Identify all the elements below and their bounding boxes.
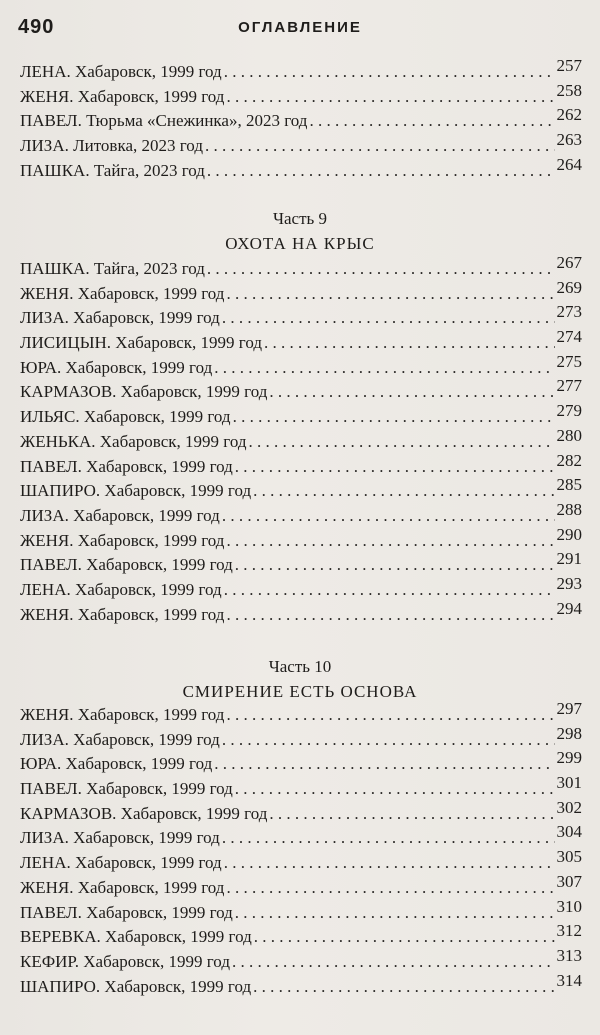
toc-entry-page: 305 — [556, 847, 582, 867]
toc-entry — [20, 773, 582, 804]
toc-dot-leader — [214, 754, 554, 774]
toc-entry — [20, 598, 582, 630]
toc-entry-title: ЖЕНЬКА. Хабаровск, 1999 год — [20, 431, 247, 451]
toc-dot-leader — [224, 853, 555, 873]
toc-dot-leader — [226, 531, 554, 551]
toc-entry-page: 304 — [556, 822, 582, 842]
toc-entry-title: ИЛЬЯС. Хабаровск, 1999 год — [20, 407, 231, 427]
toc-entry — [20, 425, 582, 457]
toc-section-part-10 — [20, 699, 582, 1001]
toc-entry — [20, 475, 582, 506]
toc-dot-leader — [222, 506, 555, 526]
toc-section-part-9 — [20, 253, 582, 629]
toc-entry — [20, 822, 582, 853]
page-number: 490 — [18, 16, 55, 38]
toc-entry — [20, 277, 582, 309]
toc-entry-page: 297 — [556, 699, 582, 718]
toc-dot-leader — [248, 432, 554, 452]
toc-entry-title: ЛИСИЦЫН. Хабаровск, 1999 год — [20, 333, 263, 353]
toc-entry-page: 264 — [556, 154, 582, 174]
running-head — [18, 16, 582, 46]
toc-entry — [20, 450, 582, 482]
toc-dot-leader — [207, 161, 555, 181]
toc-dot-leader — [254, 927, 555, 947]
toc-entry-title: ШАПИРО. Хабаровск, 1999 год — [20, 976, 252, 996]
toc-entry-title: ЛЕНА. Хабаровск, 1999 год — [20, 853, 222, 873]
toc-dot-leader — [222, 828, 555, 848]
toc-dot-leader — [224, 62, 555, 82]
toc-entry-title: ЛИЗА. Хабаровск, 1999 год — [20, 308, 220, 328]
toc-dot-leader — [253, 977, 554, 997]
toc-entry-page: 279 — [556, 401, 582, 421]
toc-dot-leader — [264, 333, 554, 353]
toc-entry-page: 269 — [556, 277, 582, 297]
toc-entry-title: ЛЕНА. Хабаровск, 1999 год — [20, 62, 222, 81]
part-heading-9 — [0, 207, 600, 257]
toc-dot-leader — [269, 804, 554, 824]
toc-entry — [20, 327, 582, 358]
toc-entry-title: ВЕРЕВКА. Хабаровск, 1999 год — [20, 927, 252, 947]
toc-entry — [20, 499, 582, 531]
toc-entry-page: 307 — [556, 871, 582, 891]
toc-entry-page: 314 — [556, 970, 582, 990]
toc-entry-page: 302 — [556, 797, 582, 817]
toc-entry-page: 301 — [556, 773, 582, 793]
toc-entry-title: ЖЕНЯ. Хабаровск, 1999 год — [20, 705, 225, 724]
toc-dot-leader — [207, 259, 555, 279]
toc-entry-page: 288 — [556, 499, 582, 519]
part-label: Часть 10 — [268, 657, 332, 676]
toc-entry — [20, 154, 582, 186]
toc-entry — [20, 748, 582, 779]
toc-dot-leader — [226, 284, 554, 304]
toc-entry-page: 275 — [556, 351, 582, 371]
toc-entry — [20, 105, 582, 136]
toc-entry-title: ЛИЗА. Хабаровск, 1999 год — [20, 828, 220, 848]
toc-entry — [20, 945, 582, 977]
toc-entry — [20, 351, 582, 383]
toc-entry-title: ЮРА. Хабаровск, 1999 год — [20, 357, 213, 377]
toc-entry — [20, 797, 582, 829]
toc-entry-page: 273 — [556, 302, 582, 322]
toc-entry — [20, 302, 582, 333]
toc-entry-title: ЛЕНА. Хабаровск, 1999 год — [20, 579, 222, 599]
toc-entry-title: ЛИЗА. Литовка, 2023 год — [20, 136, 203, 156]
toc-entry-page: 294 — [556, 598, 582, 618]
toc-dot-leader — [235, 555, 555, 575]
toc-dot-leader — [235, 903, 555, 923]
toc-entry — [20, 573, 582, 605]
toc-dot-leader — [226, 87, 554, 107]
toc-entry-page: 280 — [556, 425, 582, 445]
toc-entry — [20, 847, 582, 878]
toc-entry-page: 310 — [556, 896, 582, 916]
toc-dot-leader — [235, 457, 555, 477]
toc-entry-title: ЖЕНЯ. Хабаровск, 1999 год — [20, 283, 225, 303]
toc-dot-leader — [226, 878, 554, 898]
toc-entry-page: 282 — [556, 450, 582, 470]
toc-dot-leader — [222, 730, 555, 750]
toc-dot-leader — [233, 407, 555, 427]
toc-dot-leader — [222, 308, 555, 328]
toc-entry-page: 313 — [556, 945, 582, 965]
toc-dot-leader — [232, 952, 555, 972]
toc-entry-title: КЕФИР. Хабаровск, 1999 год — [20, 951, 230, 971]
toc-entry-page: 285 — [556, 475, 582, 495]
toc-entry — [20, 896, 582, 928]
toc-entry — [20, 80, 582, 112]
toc-entry-title: ПАШКА. Тайга, 2023 год — [20, 259, 205, 278]
toc-entry-title: ЛИЗА. Хабаровск, 1999 год — [20, 729, 220, 749]
toc-entry-title: ПАВЕЛ. Хабаровск, 1999 год — [20, 456, 233, 476]
toc-entry — [20, 253, 582, 284]
toc-dot-leader — [253, 481, 554, 501]
toc-entry-page: 258 — [556, 80, 582, 100]
toc-dot-leader — [309, 111, 554, 131]
toc-entry — [20, 376, 582, 407]
toc-dot-leader — [235, 779, 555, 799]
toc-entry-page: 298 — [556, 723, 582, 743]
toc-entry — [20, 970, 582, 1002]
part-heading-10 — [0, 655, 600, 705]
toc-entry-title: ПАВЕЛ. Хабаровск, 1999 год — [20, 779, 233, 799]
toc-entry-title: ПАВЕЛ. Хабаровск, 1999 год — [20, 902, 233, 922]
toc-dot-leader — [214, 358, 554, 378]
toc-entry — [20, 549, 582, 580]
toc-entry-page: 293 — [556, 573, 582, 593]
toc-entry-title: ЖЕНЯ. Хабаровск, 1999 год — [20, 530, 225, 550]
part-label: Часть 9 — [272, 209, 328, 228]
toc-entry-title: ЛИЗА. Хабаровск, 1999 год — [20, 505, 220, 525]
toc-entry-page: 267 — [556, 253, 582, 272]
toc-entry — [20, 871, 582, 903]
toc-entry-title: ПАВЕЛ. Тюрьма «Снежинка», 2023 год — [20, 111, 308, 131]
toc-entry-page: 257 — [556, 56, 582, 75]
toc-entry-title: ЖЕНЯ. Хабаровск, 1999 год — [20, 877, 225, 897]
part-title: СМИРЕНИЕ ЕСТЬ ОСНОВА — [182, 682, 418, 701]
toc-entry-title: ЖЕНЯ. Хабаровск, 1999 год — [20, 604, 225, 624]
toc-entry — [20, 401, 582, 432]
toc-entry-page: 290 — [556, 524, 582, 544]
toc-entry — [20, 723, 582, 755]
toc-entry — [20, 56, 582, 87]
part-title: ОХОТА НА КРЫС — [225, 234, 375, 253]
toc-section-continued — [20, 56, 582, 185]
toc-entry-title: ЖЕНЯ. Хабаровск, 1999 год — [20, 86, 225, 106]
toc-entry-title: КАРМАЗОВ. Хабаровск, 1999 год — [20, 382, 268, 402]
toc-dot-leader — [269, 382, 554, 402]
toc-entry-page: 263 — [556, 130, 582, 150]
toc-entry-title: ШАПИРО. Хабаровск, 1999 год — [20, 481, 252, 501]
toc-entry-title: ЮРА. Хабаровск, 1999 год — [20, 754, 213, 774]
toc-entry-page: 274 — [556, 327, 582, 347]
toc-entry — [20, 699, 582, 730]
toc-entry-page: 262 — [556, 105, 582, 125]
toc-entry — [20, 524, 582, 556]
toc-dot-leader — [205, 136, 555, 156]
toc-entry-title: КАРМАЗОВ. Хабаровск, 1999 год — [20, 803, 268, 823]
toc-entry-title: ПАШКА. Тайга, 2023 год — [20, 160, 205, 180]
toc-entry-page: 277 — [556, 376, 582, 396]
toc-dot-leader — [224, 580, 555, 600]
toc-entry-title: ПАВЕЛ. Хабаровск, 1999 год — [20, 555, 233, 575]
toc-dot-leader — [226, 705, 554, 725]
toc-entry-page: 312 — [556, 921, 582, 941]
toc-entry — [20, 130, 582, 161]
toc-entry — [20, 921, 582, 952]
toc-entry-page: 291 — [556, 549, 582, 569]
toc-entry-page: 299 — [556, 748, 582, 768]
running-title: ОГЛАВЛЕНИЕ — [238, 19, 362, 36]
toc-dot-leader — [226, 605, 554, 625]
